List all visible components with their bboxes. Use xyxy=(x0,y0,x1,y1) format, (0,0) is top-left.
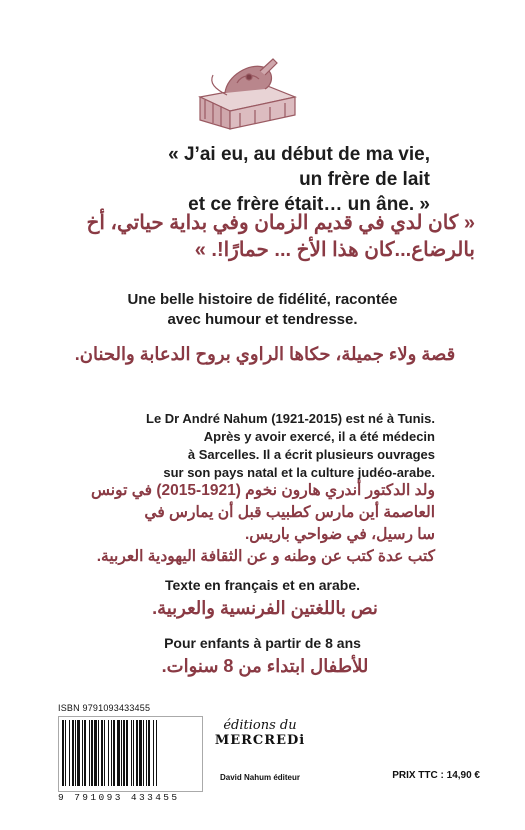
french-quote-line: « J’ai eu, au début de ma vie, xyxy=(168,144,430,165)
logo-bottom-text: MERCREDi xyxy=(214,733,306,748)
french-tagline-line: avec humour et tendresse. xyxy=(167,311,358,328)
barcode-bar xyxy=(62,720,64,786)
arabic-language-note: نص باللغتين الفرنسية والعربية. xyxy=(152,598,378,618)
french-quote-line: et ce frère était… un âne. » xyxy=(188,194,430,215)
french-bio-line: à Sarcelles. Il a écrit plusieurs ouvrages xyxy=(187,447,435,462)
barcode-bar xyxy=(108,720,109,786)
barcode-icon xyxy=(59,717,202,791)
barcode-bar xyxy=(72,720,74,786)
french-language-note: Texte en français et en arabe. xyxy=(164,577,361,593)
barcode-bar xyxy=(148,720,150,786)
barcode-bar xyxy=(77,720,80,786)
barcode-bar xyxy=(121,720,122,786)
barcode-bar xyxy=(101,720,103,786)
logo-top-text: éditions du xyxy=(223,718,297,733)
barcode-bar xyxy=(82,720,83,786)
barcode-bar xyxy=(143,720,144,786)
arabic-quote-line: بالرضاع...كان هذا الأخ ... حمارًا!. » xyxy=(194,239,475,261)
barcode-digits: 9 791093 433455 xyxy=(58,792,180,803)
arabic-bio-line: كتب عدة كتب عن وطنه و عن الثقافة اليهودية العربية. xyxy=(96,548,435,565)
arabic-quote xyxy=(55,210,475,264)
barcode-bar xyxy=(89,720,90,786)
arabic-tagline: قصة ولاء جميلة، حكاها الراوي بروح الدعابة والحنان. xyxy=(74,344,456,364)
french-bio-line: Après y avoir exercé, il a été médecin xyxy=(203,429,435,444)
barcode-bar xyxy=(117,720,120,786)
arabic-bio-line: العاصمة أين مارس كطبيب قبل أن يمارس في xyxy=(144,504,435,521)
publisher-name: David Nahum éditeur xyxy=(219,773,300,782)
barcode-bar xyxy=(131,720,132,786)
barcode-bar xyxy=(139,720,142,786)
arabic-author-bio xyxy=(75,480,435,568)
french-quote xyxy=(110,142,430,217)
barcode-bar xyxy=(113,720,115,786)
barcode-bar xyxy=(126,720,128,786)
barcode-bar xyxy=(123,720,125,786)
isbn-label: ISBN 9791093433455 xyxy=(58,703,151,713)
arabic-bio-line: ولد الدكتور أندري هارون نخوم (1921-2015) في تونس xyxy=(91,482,435,499)
french-author-bio xyxy=(75,410,435,482)
french-age-note: Pour enfants à partir de 8 ans xyxy=(164,635,361,651)
arabic-bio-line: سا رسيل، في ضواحي باريس. xyxy=(244,526,435,543)
barcode-bar xyxy=(133,720,134,786)
barcode-bar xyxy=(94,720,97,786)
french-quote-line: un frère de lait xyxy=(299,169,430,190)
barcode-bar xyxy=(75,720,76,786)
french-tagline-line: Une belle histoire de fidélité, racontée xyxy=(127,291,398,308)
arabic-age-note: للأطفال ابتداء من 8 سنوات. xyxy=(161,656,369,676)
barcode-bar xyxy=(153,720,154,786)
arabic-quote-line: « كان لدي في قديم الزمان وفي بداية حياتي، أخ xyxy=(86,212,475,234)
french-bio-line: Le Dr André Nahum (1921-2015) est né à Tunis. xyxy=(146,411,435,426)
barcode-bar xyxy=(146,720,147,786)
barcode-bar xyxy=(84,720,86,786)
barcode-bar xyxy=(111,720,112,786)
barcode-bar xyxy=(91,720,93,786)
barcode-bar xyxy=(136,720,138,786)
french-bio-line: sur son pays natal et la culture judéo-arabe. xyxy=(163,465,435,480)
barcode xyxy=(58,716,203,792)
barcode-bar xyxy=(156,720,157,786)
price-label: PRIX TTC : 14,90 € xyxy=(392,770,480,781)
crate-illustration-icon xyxy=(165,45,315,130)
barcode-bar xyxy=(65,720,66,786)
publisher-logo xyxy=(210,718,310,748)
french-tagline xyxy=(100,290,425,330)
barcode-bar xyxy=(98,720,99,786)
barcode-bar xyxy=(104,720,105,786)
barcode-bar xyxy=(69,720,70,786)
